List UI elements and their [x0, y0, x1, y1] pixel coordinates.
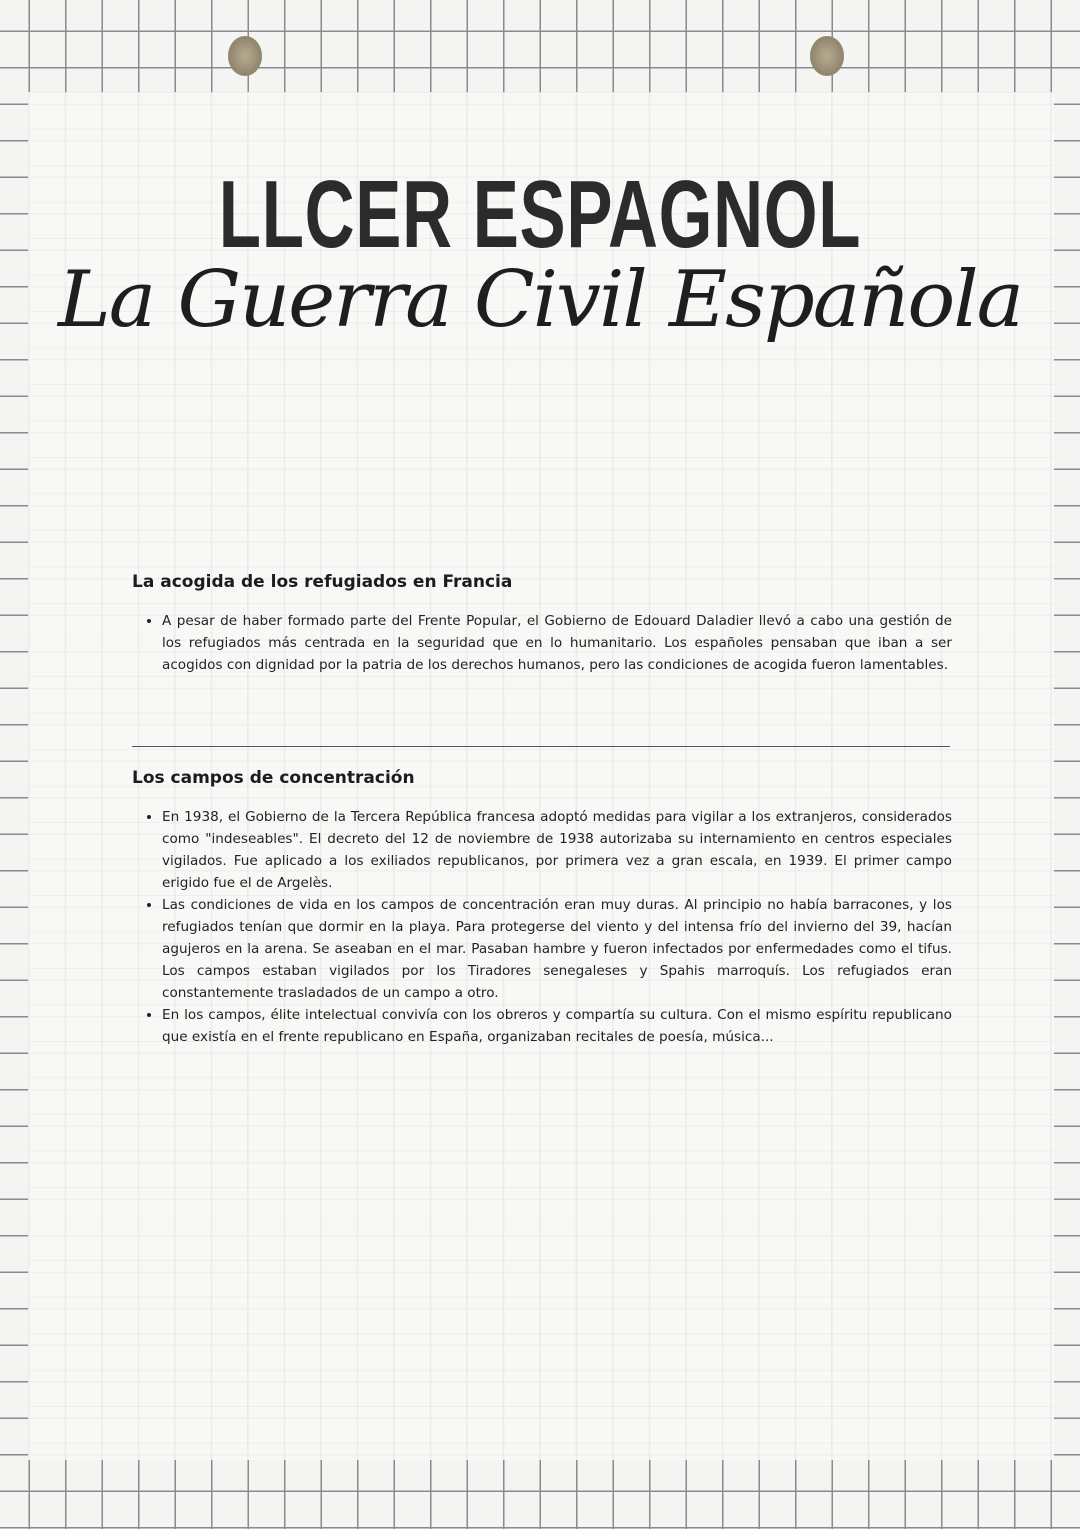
page-title: LLCER ESPAGNOL: [218, 161, 862, 268]
section-heading: La acogida de los refugiados en Francia: [132, 572, 513, 592]
binder-hole-right: [810, 36, 844, 76]
section-campos: [132, 768, 952, 1048]
list-item: • A pesar de haber formado parte del Frente Popular, el Gobierno de Edouard Daladier llevó a cabo una gestión de los refugiados más centrada en la seguridad que en lo humanitario. Los españoles pensaban que iban a ser acogidos con dignidad por la patria de los derechos humanos, pero las condiciones de acogida fueron lamentables.: [162, 610, 952, 676]
bullet-list: [132, 806, 952, 1048]
section-heading: Los campos de concentración: [132, 768, 415, 788]
divider: [132, 746, 950, 747]
list-item: • En los campos, élite intelectual convivía con los obreros y compartía su cultura. Con el mismo espíritu republicano que existía en el frente republicano en España, organizaban recitales de poesía, música...: [162, 1004, 952, 1048]
list-item: • En 1938, el Gobierno de la Tercera República francesa adoptó medidas para vigilar a los extranjeros, considerados como "indeseables". El decreto del 12 de noviembre de 1938 autorizaba su internamiento en centros especiales vigilados. Fue aplicado a los exiliados republicanos, por primera vez a gran escala, en 1939. El primer campo erigido fue el de Argelès.: [162, 806, 952, 894]
binder-hole-left: [228, 36, 262, 76]
bullet-list: [132, 610, 952, 676]
page-subtitle: La Guerra Civil Española: [58, 255, 1022, 345]
section-acogida: [132, 572, 952, 676]
list-item: • Las condiciones de vida en los campos de concentración eran muy duras. Al principio no había barracones, y los refugiados tenían que dormir en la playa. Para protegerse del viento y del intensa frío del invierno del 39, hacían agujeros en la arena. Se aseaban en el mar. Pasaban hambre y fueron infectados por enfermedades como el tifus. Los campos estaban vigilados por los Tiradores senegaleses y Spahis marroquís. Los refugiados eran constantemente trasladados de un campo a otro.: [162, 894, 952, 1004]
